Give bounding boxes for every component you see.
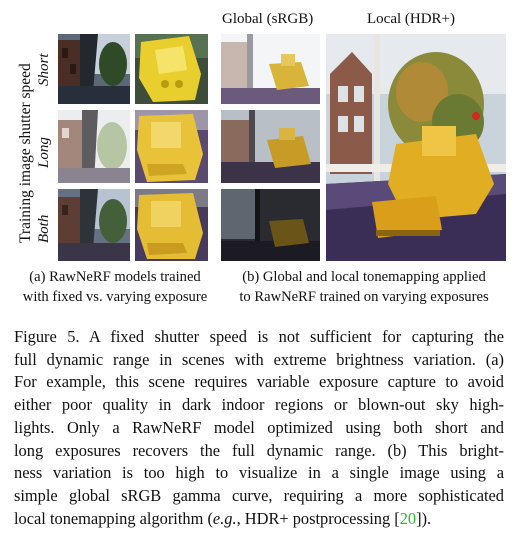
row-label-short: Short xyxy=(36,53,52,86)
column-header-local: Local (HDR+) xyxy=(367,11,456,27)
caption-text: local tonemapping algorithm ( xyxy=(14,508,213,528)
caption-eg: e.g. xyxy=(212,508,237,528)
subcaption-a-line-1: (a) RawNeRF models trained xyxy=(29,269,201,285)
citation-link[interactable] xyxy=(394,509,421,528)
photo-long-window xyxy=(58,110,130,183)
subcaption-b-line-2: to RawNeRF trained on varying exposures xyxy=(239,289,489,305)
shutter-speed-axis-label: Training image shutter speed xyxy=(17,63,34,243)
row-label-long: Long xyxy=(36,137,52,168)
caption-text: ). xyxy=(421,508,432,528)
photo-short-toy xyxy=(135,34,208,104)
photo-global-2 xyxy=(221,110,320,183)
caption-line: simple global sRGB gamma curve, requiring a more sophisticated xyxy=(14,485,504,505)
figure-caption xyxy=(14,326,504,530)
photo-global-3 xyxy=(221,189,320,261)
caption-line: either poor quality in dark indoor regions or blown-out sky high- xyxy=(14,395,504,415)
photo-both-toy xyxy=(135,189,208,261)
subcaption-a-line-2: with fixed vs. varying exposure xyxy=(22,289,208,305)
subcaption-b-line-1: (b) Global and local tonemapping applied xyxy=(242,269,486,285)
row-label-both: Both xyxy=(36,214,52,243)
caption-line: Figure 5. A fixed shutter speed is not sufficient for capturing the xyxy=(14,327,504,346)
caption-line: lights. Only a RawNeRF model optimized using both short and xyxy=(14,417,504,437)
column-header-global: Global (sRGB) xyxy=(222,11,314,27)
photo-both-window xyxy=(58,189,130,261)
caption-text: , HDR+ postprocessing xyxy=(236,508,395,528)
citation-bracket-open: [ xyxy=(394,508,400,528)
caption-last-line xyxy=(14,508,504,531)
subcaption-a xyxy=(6,267,224,307)
photo-local-hdr xyxy=(326,34,506,261)
citation-bracket-close: ] xyxy=(416,508,422,528)
photo-short-window xyxy=(58,34,130,104)
photo-global-1 xyxy=(221,34,320,104)
citation-number[interactable]: 20 xyxy=(399,508,417,528)
subcaption-b xyxy=(218,267,510,307)
caption-line: For example, this scene requires variable exposure capture to avoid xyxy=(14,372,504,392)
caption-line: ness variation is too high to visualize in a single image using a xyxy=(14,463,504,483)
caption-line: long exposures recovers the full dynamic range. (b) This bright- xyxy=(14,440,504,460)
caption-line: full dynamic range in scenes with extreme brightness variation. (a) xyxy=(14,349,504,369)
photo-long-toy xyxy=(135,110,208,183)
